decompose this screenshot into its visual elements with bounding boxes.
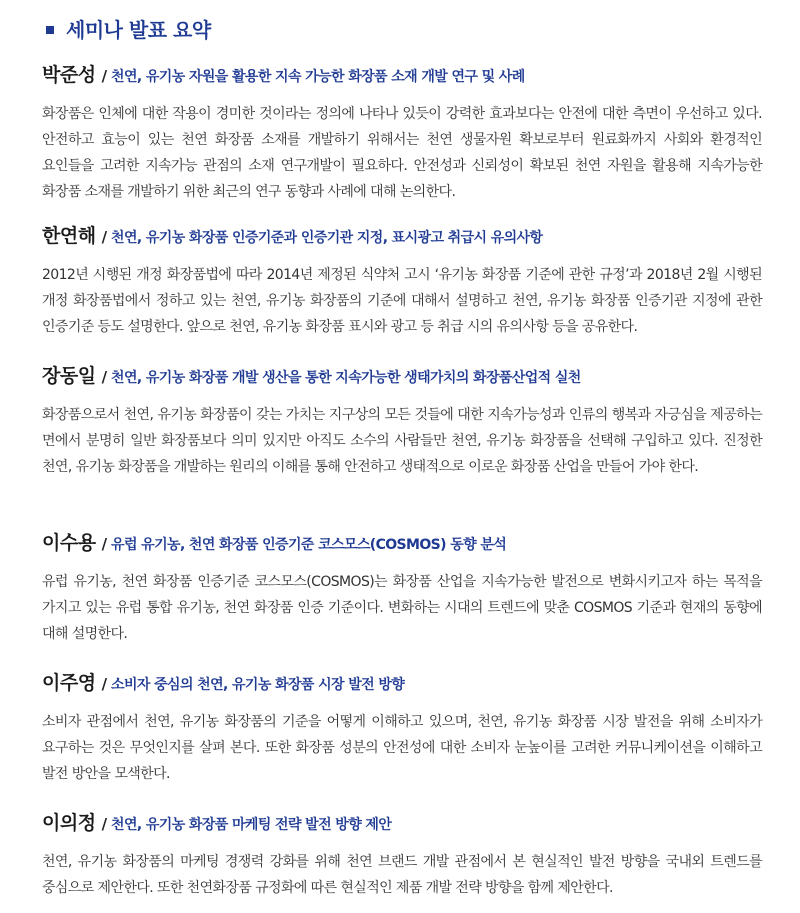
talk-summary: 2012년 시행된 개정 화장품법에 따라 2014년 제정된 식약처 고시 ‘유기농 화장품 기준에 관한 규정’과 2018년 2월 시행된 개정 화장품법에서 정하고 있는 천연, 유기농 화장품의 기준에 대해서 설명하고 천연, 유기농 화장품 인증기관 지정에 관한 인증기준 등도 설명한다. 앞으로 천연, 유기농 화장품 표시와 광고 등 취급 시의 유의사항 등을 공유한다. [42, 267, 762, 335]
talk-topic: 천연, 유기농 화장품 인증기준과 인증기관 지정, 표시광고 취급시 유의사항 [111, 230, 543, 246]
talk-summary: 천연, 유기농 화장품의 마케팅 경쟁력 강화를 위해 천연 브랜드 개발 관점에서 본 현실적인 발전 방향을 국내외 트렌드를 중심으로 제안한다. 또한 천연화장품 규정화에 따른 현실적인 제품 개발 전략 방향을 함께 제안한다. [42, 854, 762, 896]
summary-entry [42, 60, 762, 205]
separator: / [101, 815, 108, 833]
speaker-name: 장동일 [42, 365, 96, 387]
separator: / [101, 535, 108, 553]
section-header [46, 14, 211, 43]
speaker-name: 이의정 [42, 812, 96, 834]
summary-entry [42, 221, 762, 340]
summary-entry [42, 361, 762, 480]
separator: / [101, 67, 108, 85]
entry-heading [42, 528, 762, 555]
talk-topic: 천연, 유기농 화장품 마케팅 전략 발전 방향 제안 [111, 817, 392, 833]
entry-heading [42, 808, 762, 835]
speaker-name: 이주영 [42, 672, 96, 694]
talk-summary: 화장품으로서 천연, 유기농 화장품이 갖는 가치는 지구상의 모든 것들에 대한 지속가능성과 인류의 행복과 자긍심을 제공하는 면에서 분명히 일반 화장품보다 의미 있지만 아직도 소수의 사람들만 천연, 유기농 화장품을 선택해 구입하고 있다. 진정한 천연, 유기농 화장품을 개발하는 원리의 이해를 통해 안전하고 생태적으로 이로운 화장품 산업을 만들어 가야 한다. [42, 407, 762, 475]
talk-topic: 소비자 중심의 천연, 유기농 화장품 시장 발전 방향 [111, 677, 405, 693]
section-title: 세미나 발표 요약 [66, 18, 211, 42]
speaker-name: 박준성 [42, 64, 96, 86]
talk-topic: 천연, 유기농 자원을 활용한 지속 가능한 화장품 소재 개발 연구 및 사례 [111, 69, 525, 85]
entry-heading [42, 221, 762, 248]
entry-heading [42, 668, 762, 695]
square-bullet-icon [46, 26, 54, 34]
speaker-name: 한연해 [42, 225, 96, 247]
separator: / [101, 228, 108, 246]
separator: / [101, 368, 108, 386]
talk-summary: 화장품은 인체에 대한 작용이 경미한 것이라는 정의에 나타나 있듯이 강력한 효과보다는 안전에 대한 측면이 우선하고 있다. 안전하고 효능이 있는 천연 화장품 소재를 개발하기 위해서는 천연 생물자원 확보로부터 원료화까지 사회와 환경적인 요인들을 고려한 지속가능 관점의 소재 연구개발이 필요하다. 안전성과 신뢰성이 확보된 천연 자원을 활용해 지속가능한 화장품 소재를 개발하기 위한 최근의 연구 동향과 사례에 대해 논의한다. [42, 106, 762, 200]
talk-summary: 유럽 유기농, 천연 화장품 인증기준 코스모스(COSMOS)는 화장품 산업을 지속가능한 발전으로 변화시키고자 하는 목적을 가지고 있는 유럽 통합 유기농, 천연 화장품 인증 기준이다. 변화하는 시대의 트렌드에 맞춘 COSMOS 기준과 현재의 동향에 대해 설명한다. [42, 574, 762, 642]
summary-entry [42, 808, 762, 901]
summary-entry [42, 668, 762, 787]
talk-topic: 유럽 유기농, 천연 화장품 인증기준 코스모스(COSMOS) 동향 분석 [111, 537, 507, 553]
talk-summary: 소비자 관점에서 천연, 유기농 화장품의 기준을 어떻게 이해하고 있으며, 천연, 유기농 화장품 시장 발전을 위해 소비자가 요구하는 것은 무엇인지를 살펴 본다. 또한 화장품 성분의 안전성에 대한 소비자 눈높이를 고려한 커뮤니케이션을 이해하고 발전 방안을 모색한다. [42, 714, 762, 782]
speaker-name: 이수용 [42, 532, 96, 554]
talk-topic: 천연, 유기농 화장품 개발 생산을 통한 지속가능한 생태가치의 화장품산업적 실천 [111, 370, 581, 386]
separator: / [101, 675, 108, 693]
entry-heading [42, 361, 762, 388]
summary-entry [42, 528, 762, 647]
entry-heading [42, 60, 762, 87]
